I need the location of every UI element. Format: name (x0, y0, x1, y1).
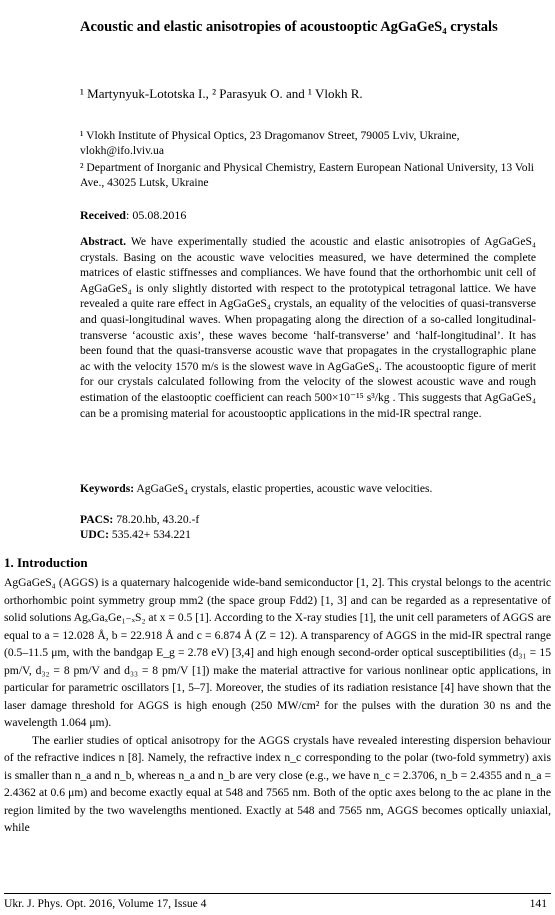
received-label: Received (80, 208, 126, 222)
abstract (80, 234, 536, 421)
footer-divider (4, 893, 551, 894)
abstract-label: Abstract. (80, 235, 127, 248)
affiliation-2: ² Department of Inorganic and Physical Chemistry, Eastern European National University, 13 Voli Ave., 43025 Lutsk, Ukraine (80, 161, 535, 189)
received-value: : 05.08.2016 (125, 208, 187, 222)
udc-label: UDC: (80, 528, 109, 541)
section-heading: 1. Introduction (4, 555, 88, 570)
introduction-body (4, 574, 551, 837)
keywords (80, 482, 432, 495)
keywords-text: AgGaGeS₄ crystals, elastic properties, acoustic wave velocities. (136, 482, 433, 495)
keywords-label: Keywords: (80, 482, 135, 495)
udc-line (80, 527, 199, 542)
paragraph-1: AgGaGeS₄ (AGGS) is a quaternary halcogenide wide-band semiconductor [1, 2]. This crystal belongs to the acentric orthorhombic point symmetry group mm2 (the space group Fdd2) [1, 3] and can be regarded as a representative of solid solutions AgₓGaₓGe₁₋ₓS₂ at x = 0.5 [1]. According to the X-ray studies [1], the unit cell parameters of AGGS are equal to a = 12.028 Å, b = 22.918 Å and c = 6.874 Å (Z = 12). A transparency of AGGS in the mid-IR spectral range (0.5–11.5 μm, with the bandgap E_g = 2.78 eV) [3,4] and high enough second-order optical susceptibilities (d₃₁ = 15 pm/V, d₃₂ = 8 pm/V and d₃₃ = 8 pm/V [1]) make the material attractive for various nonlinear optic applications, in particular for parametric oscillators [1, 5–7]. Moreover, the studies of its radiation resistance [4] have shown that the laser damage threshold for AGGS is high enough (250 MW/cm² for the pulses with the duration 30 ns and the wavelength 1.064 μm). (4, 576, 551, 729)
paper-title: Acoustic and elastic anisotropies of acoustooptic AgGaGeS₄ crystals (80, 19, 498, 35)
pacs-line (80, 512, 199, 527)
footer-journal: Ukr. J. Phys. Opt. 2016, Volume 17, Issue 4 (4, 897, 207, 910)
pacs-label: PACS: (80, 513, 114, 526)
page-number: 141 (529, 897, 547, 910)
paragraph-2: The earlier studies of optical anisotropy for the AGGS crystals have revealed interesting dispersion behaviour of the refractive indices n [8]. Namely, the refractive index n_c corresponding to the polar (two-fold symmetry) axis is smaller than n_a and n_b, whereas n_a and n_b are very close (e.g., we have n_c = 2.3706, n_b = 2.4355 and n_a = 2.4362 at 0.6 μm) and become exactly equal at 548 and 7565 nm. Both of the optic axes belong to the ac plane in the region limited by the two wavelengths mentioned. Exactly at 548 and 7565 nm, AGGS becomes optically uniaxial, while (4, 733, 551, 834)
classification-codes (80, 512, 199, 542)
received-date (80, 208, 186, 223)
affiliation-1: ¹ Vlokh Institute of Physical Optics, 23 Dragomanov Street, 79005 Lviv, Ukraine, vlokh@ifo.lviv.ua (80, 129, 460, 157)
abstract-text: We have experimentally studied the acoustic and elastic anisotropies of AgGaGeS₄ crystals. Basing on the acoustic wave velocities measured, we have determined the complete matrices of elastic stiffnesses and compliances. We have found that the orthorhombic unit cell of AgGaGeS₄ is only slightly distorted with respect to the prototypical tetragonal lattice. We have revealed a quite rare effect in AgGaGeS₄ crystals, an equality of the velocities of quasi-transverse and quasi-longitudinal waves. When propagating along the direction of a so-called longitudinal-transverse ‘acoustic axis’, these waves become ‘half-transverse’ and ‘half-longitudinal’. It has been found that the quasi-transverse acoustic wave that propagates in the crystallographic plane ac with the velocity 1570 m/s is the slowest wave in AgGaGeS₄. The acoustooptic figure of merit for our crystals calculated following from the velocity of the slowest acoustic wave and rough estimation of the elastooptic coefficient can reach 500×10⁻¹⁵ s³/kg . This suggests that AgGaGeS₄ can be a promising material for acoustooptic applications in the mid-IR spectral range. (80, 235, 536, 420)
pacs-value: 78.20.hb, 43.20.-f (116, 513, 200, 526)
author-list: ¹ Martynyuk-Lototska I., ² Parasyuk O. and ¹ Vlokh R. (80, 86, 363, 101)
udc-value: 535.42+ 534.221 (111, 528, 191, 541)
